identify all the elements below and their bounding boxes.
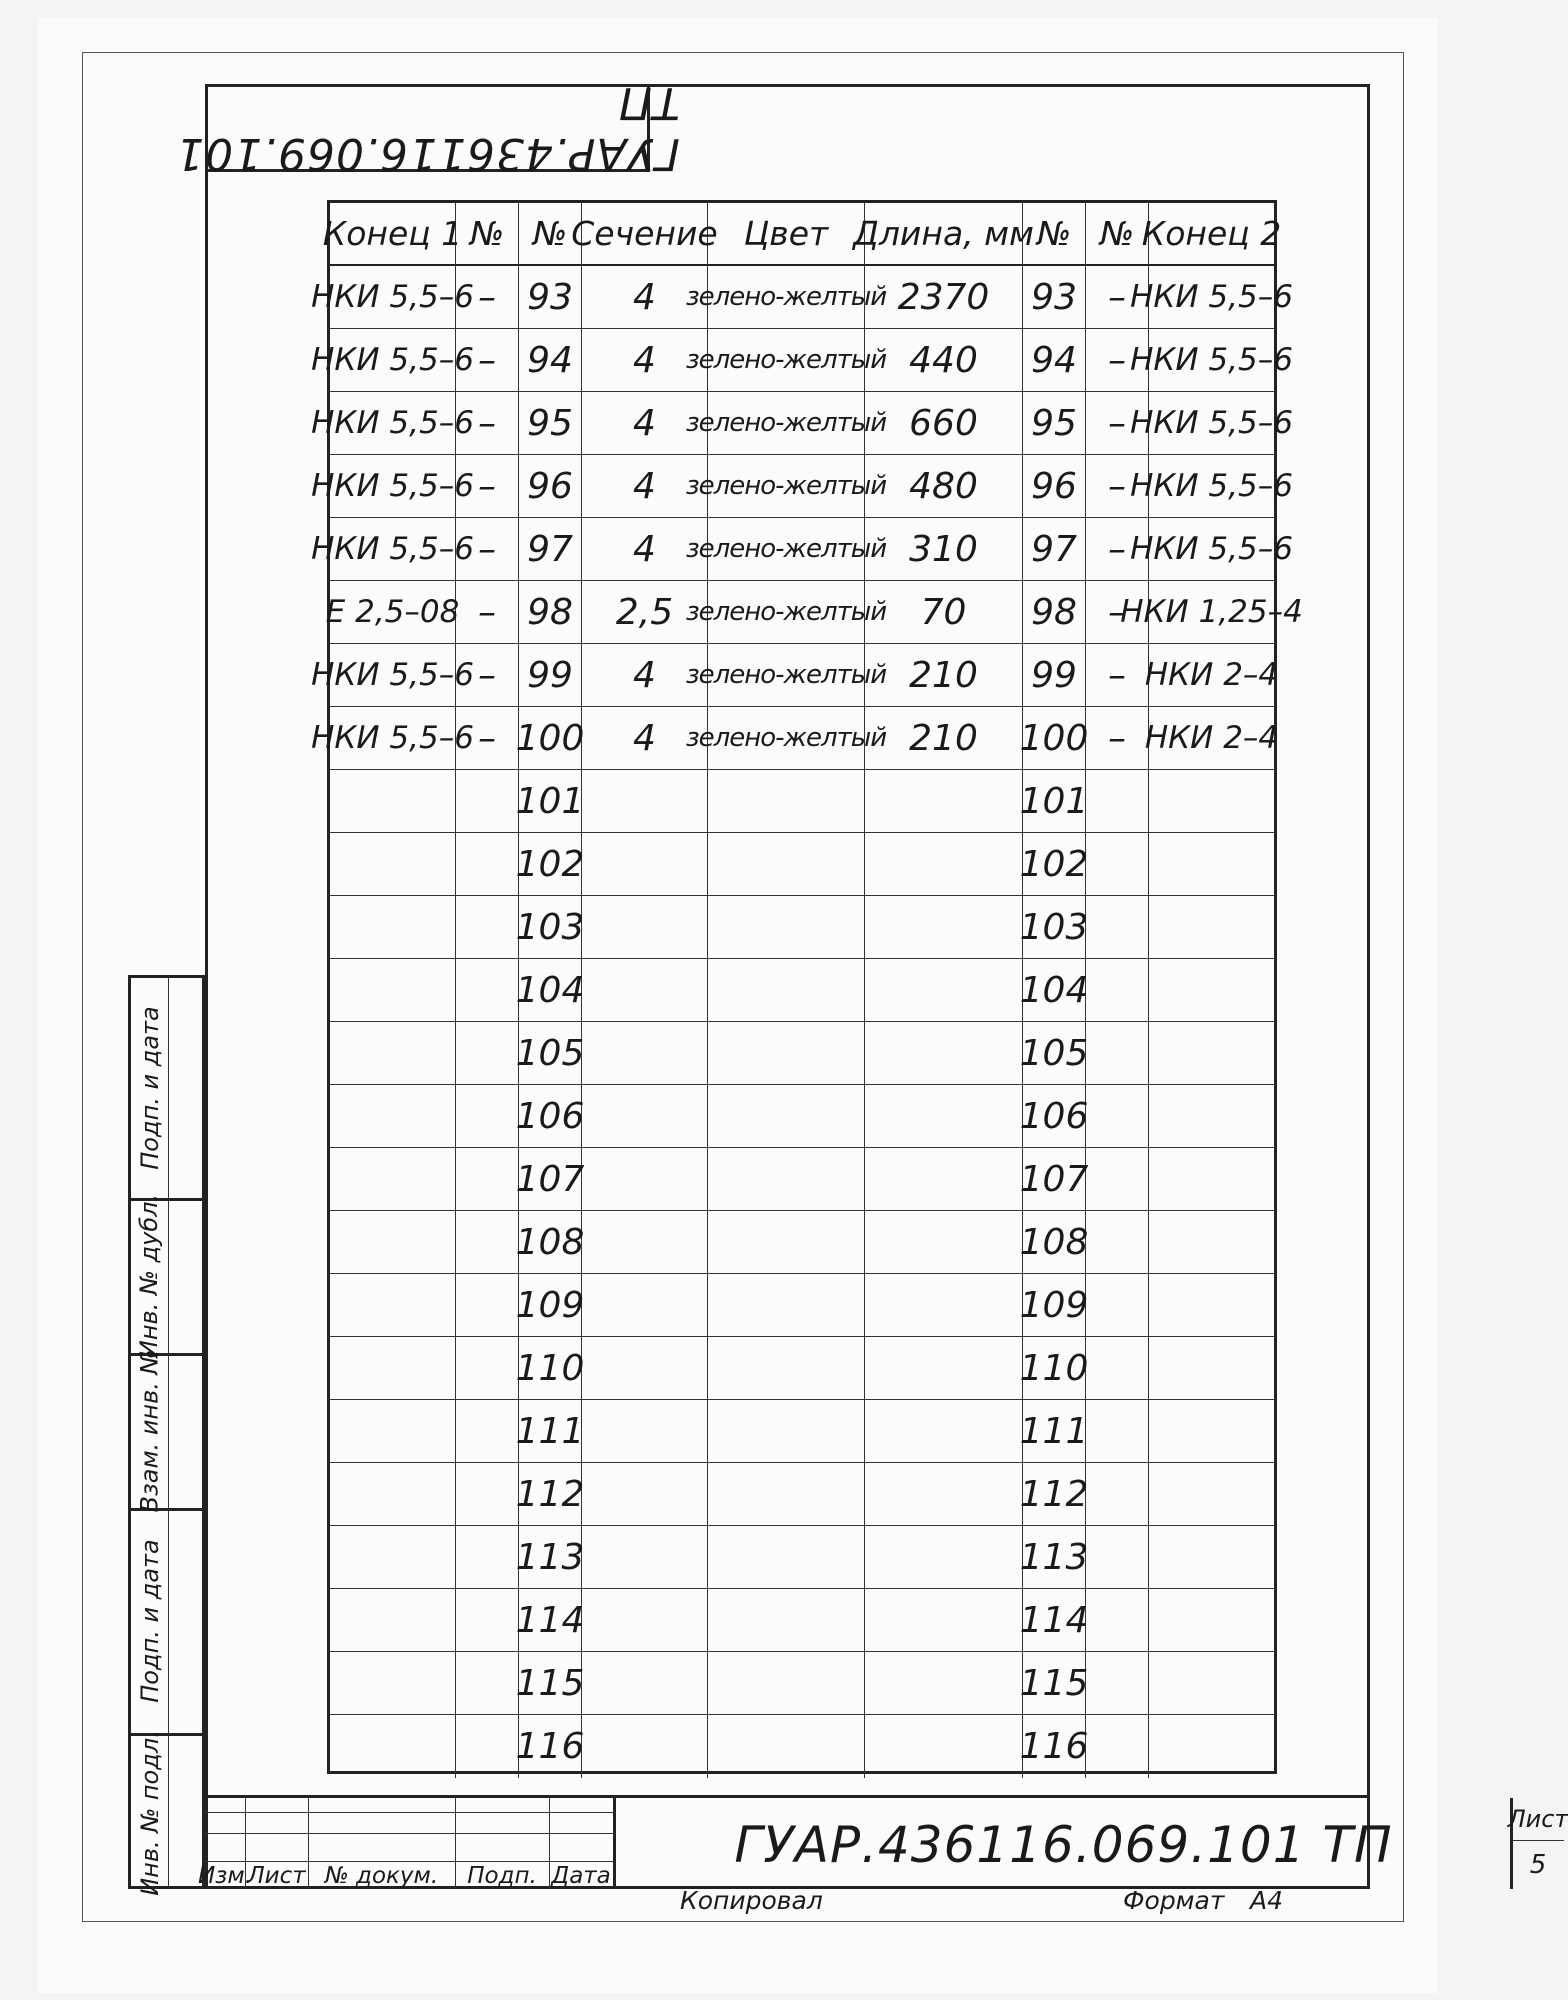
cell-no-a: – xyxy=(456,455,519,517)
cell-length xyxy=(865,1085,1023,1147)
table-row xyxy=(330,1400,1274,1463)
cell-no-b: 111 xyxy=(519,1400,582,1462)
cell-end2 xyxy=(1149,1715,1274,1778)
cell-no-b: 112 xyxy=(519,1463,582,1525)
cell-no-c: 100 xyxy=(1023,707,1086,769)
cell-no-b: 93 xyxy=(519,266,582,328)
cell-color: зелено-желтый xyxy=(708,392,865,454)
cell-no-a: – xyxy=(456,266,519,328)
header-no-a: № xyxy=(456,203,519,264)
cell-length: 210 xyxy=(865,644,1023,706)
cell-no-a xyxy=(456,770,519,832)
cell-color xyxy=(708,1652,865,1714)
cell-no-a xyxy=(456,1085,519,1147)
cell-end1: НКИ 5,5–6 xyxy=(330,455,456,517)
cell-end2: НКИ 1,25–4 xyxy=(1120,594,1303,630)
table-row xyxy=(330,833,1274,896)
cell-no-d: – xyxy=(1086,455,1149,517)
cell-section: 4 xyxy=(582,455,708,517)
table-row xyxy=(311,266,1293,329)
cell-no-d xyxy=(1086,1463,1149,1525)
table-row xyxy=(330,1211,1274,1274)
cell-no-d: – xyxy=(1086,266,1149,328)
cell-no-d xyxy=(1086,1211,1149,1273)
cell-no-c: 96 xyxy=(1023,455,1086,517)
cell-color xyxy=(708,770,865,832)
cell-no-a: – xyxy=(456,392,519,454)
cell-section xyxy=(582,1715,708,1778)
cell-length xyxy=(865,896,1023,958)
cell-end1 xyxy=(330,1211,456,1273)
header-no-c: № xyxy=(1023,203,1086,264)
cell-no-d xyxy=(1086,1589,1149,1651)
cell-color xyxy=(708,1400,865,1462)
cell-no-c: 101 xyxy=(1023,770,1086,832)
cell-length xyxy=(865,1400,1023,1462)
cell-end2 xyxy=(1149,1526,1274,1588)
cell-no-b: 95 xyxy=(519,392,582,454)
cell-end2 xyxy=(1149,1589,1274,1651)
cell-length xyxy=(865,1148,1023,1210)
side-label-sign-date-1: Подп. и дата xyxy=(135,1006,164,1170)
cell-section: 4 xyxy=(582,644,708,706)
cell-end2 xyxy=(1149,896,1274,958)
cell-no-a: – xyxy=(456,581,519,643)
cell-no-a xyxy=(456,1148,519,1210)
table-row xyxy=(330,770,1274,833)
table-row xyxy=(330,959,1274,1022)
cell-end2 xyxy=(1149,1022,1274,1084)
cell-end1: Е 2,5–08 xyxy=(330,581,456,643)
stamp-label-sign: Подп. xyxy=(467,1863,537,1889)
cell-no-a xyxy=(456,1715,519,1778)
table-row xyxy=(330,1274,1274,1337)
document-code: ГУАР.436116.069.101 ТП xyxy=(734,1816,1393,1874)
cell-no-d: – xyxy=(1086,581,1149,643)
cell-no-b: 114 xyxy=(519,1589,582,1651)
table-row xyxy=(311,518,1293,581)
cell-length xyxy=(865,770,1023,832)
cell-no-b: 94 xyxy=(519,329,582,391)
cell-no-b: 97 xyxy=(519,518,582,580)
cell-end2: НКИ 5,5–6 xyxy=(1130,279,1293,315)
cell-end2 xyxy=(1149,1652,1274,1714)
cell-no-a xyxy=(456,1022,519,1084)
cell-no-b: 105 xyxy=(519,1022,582,1084)
cell-no-b: 104 xyxy=(519,959,582,1021)
cell-no-b: 102 xyxy=(519,833,582,895)
cell-section xyxy=(582,1463,708,1525)
cell-no-a xyxy=(456,1274,519,1336)
cell-color: зелено-желтый xyxy=(708,266,865,328)
stamp-label-doc-no: № докум. xyxy=(324,1863,439,1889)
table-row xyxy=(330,1652,1274,1715)
table-row xyxy=(311,644,1279,707)
cell-section xyxy=(582,1274,708,1336)
title-block xyxy=(197,1795,1568,1889)
cell-section xyxy=(582,1589,708,1651)
cell-no-c: 103 xyxy=(1023,896,1086,958)
cell-no-c: 98 xyxy=(1023,581,1086,643)
cell-end1: НКИ 5,5–6 xyxy=(330,392,456,454)
cell-no-c: 104 xyxy=(1023,959,1086,1021)
cell-end2: НКИ 5,5–6 xyxy=(1130,342,1293,378)
cell-end2 xyxy=(1149,770,1274,832)
header-color: Цвет xyxy=(708,203,865,264)
cell-no-d xyxy=(1086,833,1149,895)
table-row xyxy=(330,1463,1274,1526)
cell-section: 2,5 xyxy=(582,581,708,643)
cell-no-d xyxy=(1086,959,1149,1021)
cell-no-b: 98 xyxy=(519,581,582,643)
header-length: Длина, мм xyxy=(865,203,1023,264)
cell-no-c: 114 xyxy=(1023,1589,1086,1651)
cell-end1 xyxy=(330,1337,456,1399)
table-row xyxy=(330,1085,1274,1148)
cell-length xyxy=(865,1589,1023,1651)
cell-color xyxy=(708,1211,865,1273)
cell-no-c: 108 xyxy=(1023,1211,1086,1273)
cell-no-b: 108 xyxy=(519,1211,582,1273)
footer-format-value: А4 xyxy=(1250,1886,1284,1915)
table-row xyxy=(311,707,1279,770)
cell-length: 210 xyxy=(865,707,1023,769)
cell-no-b: 99 xyxy=(519,644,582,706)
cell-end2: НКИ 2–4 xyxy=(1144,720,1279,756)
cell-end2 xyxy=(1149,1148,1274,1210)
cell-no-d xyxy=(1086,1400,1149,1462)
cell-end2: НКИ 5,5–6 xyxy=(1130,405,1293,441)
cell-end1 xyxy=(330,1400,456,1462)
sheet-number: 5 xyxy=(1529,1850,1547,1880)
cell-no-b: 110 xyxy=(519,1337,582,1399)
cell-no-d xyxy=(1086,1274,1149,1336)
cell-color: зелено-желтый xyxy=(708,644,865,706)
cell-length xyxy=(865,1463,1023,1525)
cell-length: 70 xyxy=(865,581,1023,643)
cell-no-d xyxy=(1086,1148,1149,1210)
stamp-label-date: Дата xyxy=(551,1863,611,1889)
cell-no-d: – xyxy=(1086,518,1149,580)
table-row xyxy=(311,329,1293,392)
cell-no-c: 115 xyxy=(1023,1652,1086,1714)
table-row xyxy=(311,455,1293,518)
cell-no-a xyxy=(456,959,519,1021)
cell-color xyxy=(708,896,865,958)
cell-length: 310 xyxy=(865,518,1023,580)
cell-no-b: 107 xyxy=(519,1148,582,1210)
cell-end1 xyxy=(330,770,456,832)
cell-no-b: 113 xyxy=(519,1526,582,1588)
cell-color: зелено-желтый xyxy=(708,581,865,643)
cell-end1 xyxy=(330,959,456,1021)
cell-no-d xyxy=(1086,1085,1149,1147)
cell-color xyxy=(708,1337,865,1399)
cell-length: 660 xyxy=(865,392,1023,454)
cell-length xyxy=(865,1211,1023,1273)
cell-no-c: 111 xyxy=(1023,1400,1086,1462)
side-strip xyxy=(128,975,205,1896)
cell-no-a xyxy=(456,833,519,895)
cell-end2 xyxy=(1149,833,1274,895)
cell-color xyxy=(708,959,865,1021)
cell-no-d xyxy=(1086,1337,1149,1399)
cell-length xyxy=(865,959,1023,1021)
cell-section: 4 xyxy=(582,329,708,391)
cell-length: 2370 xyxy=(865,266,1023,328)
cell-color: зелено-желтый xyxy=(708,518,865,580)
table-row xyxy=(330,1022,1274,1085)
cell-color xyxy=(708,1022,865,1084)
cell-end2 xyxy=(1149,1085,1274,1147)
cell-no-c: 112 xyxy=(1023,1463,1086,1525)
cell-section: 4 xyxy=(582,518,708,580)
cell-section xyxy=(582,1400,708,1462)
cell-length xyxy=(865,1715,1023,1778)
cell-length xyxy=(865,1337,1023,1399)
cell-no-d xyxy=(1086,1526,1149,1588)
cell-color xyxy=(708,1274,865,1336)
header-section: Сечение xyxy=(582,203,708,264)
cell-end1 xyxy=(330,833,456,895)
side-label-dup-inv: Инв. № дубл. xyxy=(135,1193,164,1358)
cell-color xyxy=(708,1526,865,1588)
cell-color: зелено-желтый xyxy=(708,329,865,391)
cell-no-c: 110 xyxy=(1023,1337,1086,1399)
cell-no-b: 100 xyxy=(519,707,582,769)
cell-no-c: 113 xyxy=(1023,1526,1086,1588)
cell-color xyxy=(708,1589,865,1651)
footer-copied: Копировал xyxy=(680,1886,823,1915)
cell-section xyxy=(582,959,708,1021)
cell-no-a xyxy=(456,1589,519,1651)
cell-no-c: 99 xyxy=(1023,644,1086,706)
cell-no-c: 95 xyxy=(1023,392,1086,454)
stamp-label-sheet: Лист xyxy=(247,1863,306,1889)
cell-end1: НКИ 5,5–6 xyxy=(330,707,456,769)
cell-no-b: 103 xyxy=(519,896,582,958)
cell-no-a: – xyxy=(456,707,519,769)
cell-end1 xyxy=(330,896,456,958)
side-label-replace-inv: Взам. инв. № xyxy=(135,1349,164,1512)
cell-no-c: 102 xyxy=(1023,833,1086,895)
cell-color xyxy=(708,1085,865,1147)
cell-end2 xyxy=(1149,959,1274,1021)
cell-no-d: – xyxy=(1086,707,1149,769)
cell-no-b: 101 xyxy=(519,770,582,832)
cell-color xyxy=(708,1715,865,1778)
cell-length: 440 xyxy=(865,329,1023,391)
cell-color: зелено-желтый xyxy=(708,707,865,769)
cell-section xyxy=(582,1085,708,1147)
cell-no-c: 97 xyxy=(1023,518,1086,580)
cell-no-b: 115 xyxy=(519,1652,582,1714)
side-label-sign-date-2: Подп. и дата xyxy=(135,1538,164,1703)
cell-no-d: – xyxy=(1086,392,1149,454)
cell-length xyxy=(865,1526,1023,1588)
cell-end2: НКИ 5,5–6 xyxy=(1130,531,1293,567)
cell-section xyxy=(582,896,708,958)
cell-length xyxy=(865,1022,1023,1084)
cell-no-a xyxy=(456,896,519,958)
cell-no-b: 96 xyxy=(519,455,582,517)
cell-no-c: 105 xyxy=(1023,1022,1086,1084)
cell-no-d: – xyxy=(1086,644,1149,706)
header-no-b: № xyxy=(519,203,582,264)
table-header-row xyxy=(322,203,1282,266)
table-row xyxy=(330,1715,1274,1778)
cell-no-a xyxy=(456,1652,519,1714)
cell-length xyxy=(865,833,1023,895)
cell-no-d xyxy=(1086,1652,1149,1714)
cell-length: 480 xyxy=(865,455,1023,517)
cell-section xyxy=(582,833,708,895)
cell-end2: НКИ 2–4 xyxy=(1144,657,1279,693)
cell-section xyxy=(582,1337,708,1399)
cell-no-a xyxy=(456,1526,519,1588)
cell-end1: НКИ 5,5–6 xyxy=(330,644,456,706)
cell-end2 xyxy=(1149,1400,1274,1462)
cell-end2 xyxy=(1149,1337,1274,1399)
table-row xyxy=(330,1589,1274,1652)
cell-no-c: 107 xyxy=(1023,1148,1086,1210)
cell-section xyxy=(582,770,708,832)
cell-end2: НКИ 5,5–6 xyxy=(1130,468,1293,504)
table-row xyxy=(330,1148,1274,1211)
cell-color: зелено-желтый xyxy=(708,455,865,517)
cell-end1 xyxy=(330,1085,456,1147)
table-row xyxy=(311,392,1293,455)
cell-end2 xyxy=(1149,1274,1274,1336)
cell-no-d: – xyxy=(1086,329,1149,391)
sheet-label: Лист xyxy=(1512,1798,1564,1841)
cell-no-b: 106 xyxy=(519,1085,582,1147)
stamp-label-change: Изм. xyxy=(197,1863,253,1889)
side-label-orig-inv: Инв. № подл. xyxy=(135,1729,164,1896)
cell-no-a: – xyxy=(456,644,519,706)
cell-end1 xyxy=(330,1526,456,1588)
cell-no-a xyxy=(456,1400,519,1462)
cell-end1 xyxy=(330,1148,456,1210)
cell-no-a xyxy=(456,1211,519,1273)
cell-section xyxy=(582,1022,708,1084)
cell-section xyxy=(582,1652,708,1714)
footer-format-label: Формат xyxy=(1123,1886,1225,1915)
cell-end1 xyxy=(330,1274,456,1336)
cell-color xyxy=(708,1148,865,1210)
cell-end2 xyxy=(1149,1211,1274,1273)
cell-no-b: 109 xyxy=(519,1274,582,1336)
header-end2: Конец 2 xyxy=(1141,214,1282,253)
cell-no-c: 109 xyxy=(1023,1274,1086,1336)
cell-no-d xyxy=(1086,896,1149,958)
cell-end1: НКИ 5,5–6 xyxy=(330,266,456,328)
cell-end1 xyxy=(330,1652,456,1714)
cell-no-a: – xyxy=(456,329,519,391)
cell-end1 xyxy=(330,1715,456,1778)
cell-end1 xyxy=(330,1589,456,1651)
table-row xyxy=(330,896,1274,959)
table-row xyxy=(330,1526,1274,1589)
header-end1: Конец 1 xyxy=(330,203,456,264)
top-code: ГУАР.436116.069.101 ТП xyxy=(175,77,680,179)
cell-no-b: 116 xyxy=(519,1715,582,1778)
cell-section: 4 xyxy=(582,266,708,328)
table-row xyxy=(330,1337,1274,1400)
cell-no-c: 106 xyxy=(1023,1085,1086,1147)
table-row xyxy=(325,581,1303,644)
cell-no-d xyxy=(1086,1715,1149,1778)
cell-end1: НКИ 5,5–6 xyxy=(330,329,456,391)
cell-section xyxy=(582,1148,708,1210)
cell-section xyxy=(582,1526,708,1588)
cell-no-a xyxy=(456,1337,519,1399)
cell-section xyxy=(582,1211,708,1273)
cell-color xyxy=(708,833,865,895)
cell-no-c: 93 xyxy=(1023,266,1086,328)
header-no-d: № xyxy=(1086,203,1149,264)
cell-end1 xyxy=(330,1022,456,1084)
top-code-stamp xyxy=(175,77,680,179)
cell-end1: НКИ 5,5–6 xyxy=(330,518,456,580)
cell-end1 xyxy=(330,1463,456,1525)
cell-no-a: – xyxy=(456,518,519,580)
cell-color xyxy=(708,1463,865,1525)
cell-section: 4 xyxy=(582,707,708,769)
wire-table xyxy=(311,200,1303,1774)
cell-length xyxy=(865,1274,1023,1336)
cell-no-c: 116 xyxy=(1023,1715,1086,1778)
cell-no-d xyxy=(1086,1022,1149,1084)
cell-no-d xyxy=(1086,770,1149,832)
cell-length xyxy=(865,1652,1023,1714)
cell-section: 4 xyxy=(582,392,708,454)
cell-end2 xyxy=(1149,1463,1274,1525)
cell-no-c: 94 xyxy=(1023,329,1086,391)
cell-no-a xyxy=(456,1463,519,1525)
